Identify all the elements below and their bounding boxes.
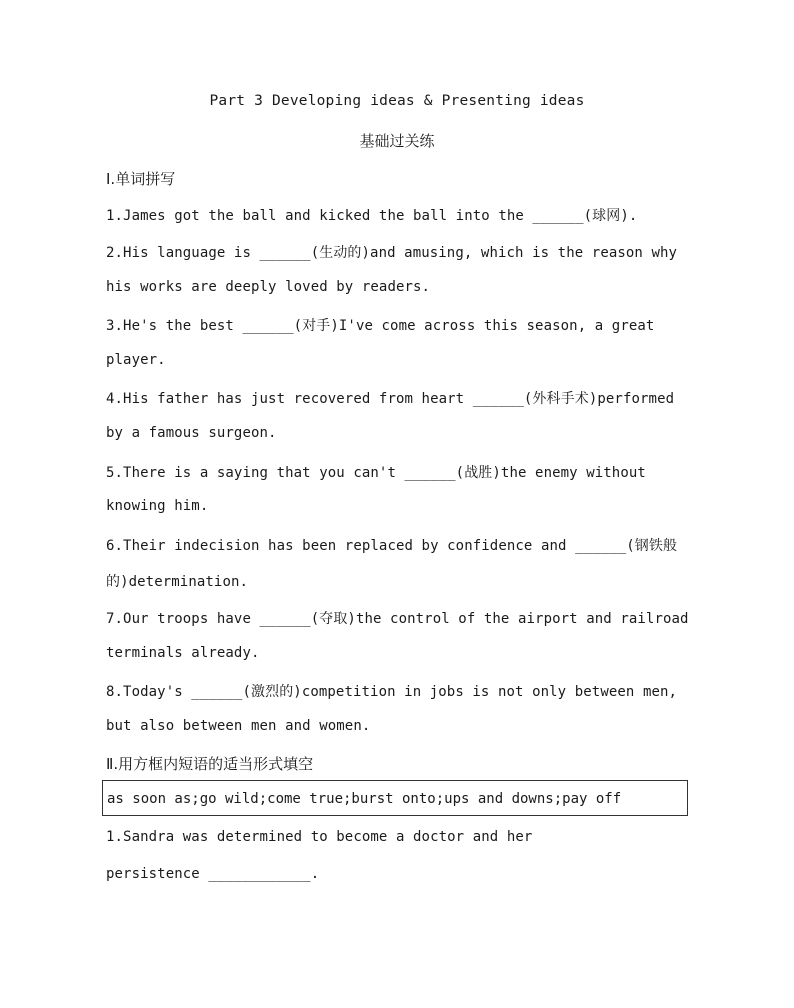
phrase-box [102, 780, 688, 816]
question-line: 的)determination. [106, 574, 249, 590]
question-line: 7.Our troops have ______(夺取)the control of the airport and railroad [106, 611, 689, 627]
question-line: knowing him. [106, 498, 209, 514]
question-line: 4.His father has just recovered from heart ______(外科手术)performed [106, 391, 675, 407]
page-title: Part 3 Developing ideas & Presenting ideas [209, 93, 585, 109]
question-line: persistence ____________. [106, 866, 320, 882]
question-line: 5.There is a saying that you can't ______(战胜)the enemy without [106, 465, 646, 481]
page-subtitle: 基础过关练 [359, 132, 435, 150]
question-line: his works are deeply loved by readers. [106, 279, 431, 295]
question-line: 2.His language is ______(生动的)and amusing, which is the reason why [106, 245, 678, 261]
question-line: by a famous surgeon. [106, 425, 277, 441]
section-heading-phrases: Ⅱ.用方框内短语的适当形式填空 [106, 755, 314, 773]
section-heading-spelling: Ⅰ.单词拼写 [106, 170, 176, 188]
question-line: 6.Their indecision has been replaced by confidence and ______(钢铁般 [106, 538, 678, 554]
question-line: 3.He's the best ______(对手)I've come across this season, a great [106, 318, 655, 334]
question-line: 1.Sandra was determined to become a doctor and her [106, 829, 533, 845]
phrase-list: as soon as;go wild;come true;burst onto;ups and downs;pay off [107, 791, 622, 807]
question-line: terminals already. [106, 645, 260, 661]
question-line: 1.James got the ball and kicked the ball into the ______(球网). [106, 208, 638, 224]
question-line: player. [106, 352, 166, 368]
question-line: but also between men and women. [106, 718, 371, 734]
question-line: 8.Today's ______(激烈的)competition in jobs is not only between men, [106, 684, 678, 700]
